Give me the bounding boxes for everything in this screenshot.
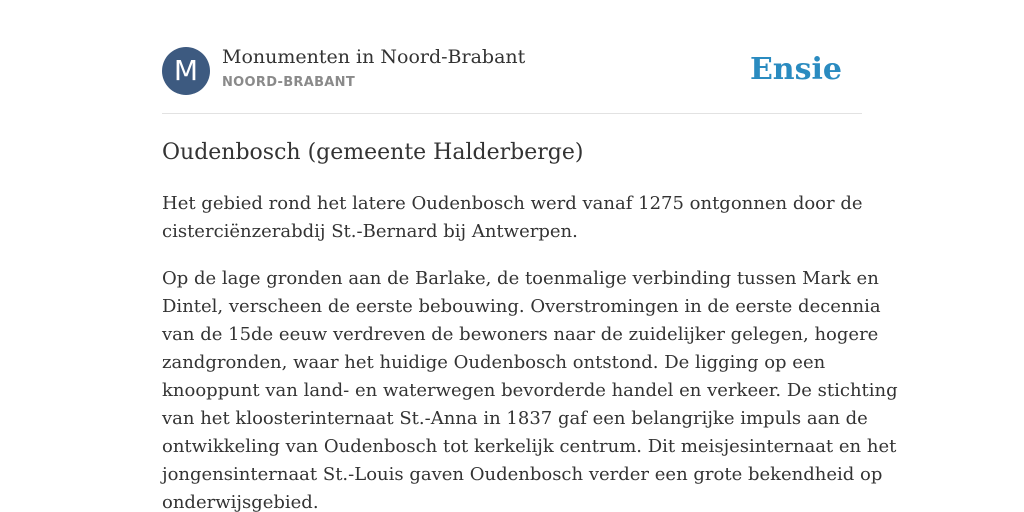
paragraph-line: Dintel, verscheen de eerste bebouwing. Overstromingen in de eerste decennia xyxy=(162,296,881,317)
collection-header xyxy=(162,46,862,96)
paragraph-line: zandgronden, waar het huidige Oudenbosch ontstond. De ligging op een xyxy=(162,352,826,373)
collection-subtitle: NOORD-BRABANT xyxy=(222,75,356,90)
collection-title-link[interactable]: Monumenten in Noord-Brabant xyxy=(222,46,526,68)
paragraph-line: onderwijsgebied. xyxy=(162,492,319,512)
article-paragraph-1 xyxy=(162,190,862,246)
paragraph-line: ontwikkeling van Oudenbosch tot kerkelijk centrum. Dit meisjesinternaat en het xyxy=(162,436,897,457)
header-divider xyxy=(162,113,862,114)
paragraph-line: Op de lage gronden aan de Barlake, de toenmalige verbinding tussen Mark en xyxy=(162,268,879,289)
paragraph-line: Het gebied rond het latere Oudenbosch werd vanaf 1275 ontgonnen door de xyxy=(162,193,863,214)
paragraph-line: van het kloosterinternaat St.-Anna in 1837 gaf een belangrijke impuls aan de xyxy=(162,408,868,429)
paragraph-line: knooppunt van land- en waterwegen bevorderde handel en verkeer. De stichting xyxy=(162,380,898,401)
article-title: Oudenbosch (gemeente Halderberge) xyxy=(162,140,584,165)
paragraph-line: cisterciënzerabdij St.-Bernard bij Antwerpen. xyxy=(162,221,578,242)
paragraph-line: jongensinternaat St.-Louis gaven Oudenbosch verder een grote bekendheid op xyxy=(162,464,883,485)
ensie-logo[interactable]: Ensie xyxy=(749,52,842,87)
paragraph-line: van de 15de eeuw verdreven de bewoners naar de zuidelijker gelegen, hogere xyxy=(162,324,879,345)
collection-avatar[interactable]: M xyxy=(162,47,210,95)
article-content xyxy=(162,136,898,512)
article-paragraph-2 xyxy=(162,265,898,512)
